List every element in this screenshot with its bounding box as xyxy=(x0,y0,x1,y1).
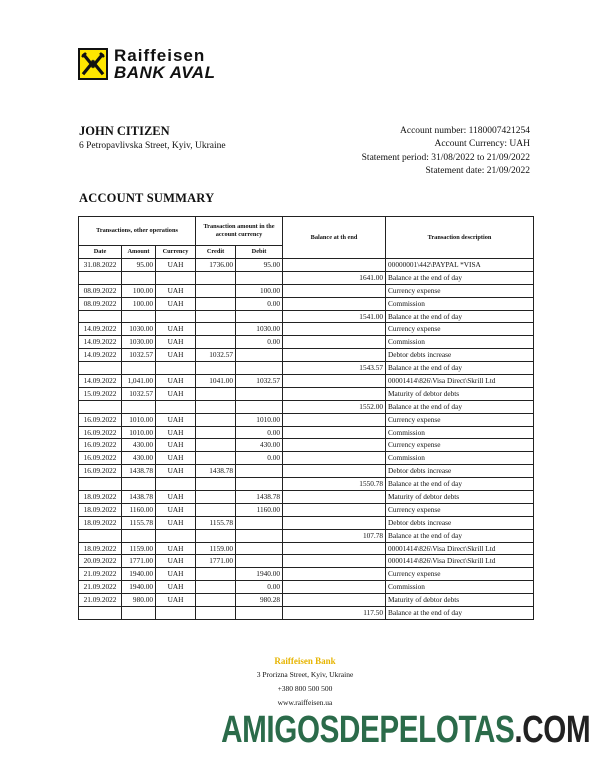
cell-balance xyxy=(283,491,386,504)
cell-amount: 1032.57 xyxy=(122,387,156,400)
cell-amount xyxy=(122,310,156,323)
cell-credit xyxy=(196,297,236,310)
cell-currency: UAH xyxy=(156,323,196,336)
header-debit: Debit xyxy=(236,246,283,259)
cell-date: 15.09.2022 xyxy=(79,387,122,400)
cell-date xyxy=(79,607,122,620)
cell-description: Maturity of debtor debts xyxy=(386,594,534,607)
cell-balance xyxy=(283,542,386,555)
table-row xyxy=(79,284,534,297)
cell-description: Balance at the end of day xyxy=(386,400,534,413)
cell-amount: 95.00 xyxy=(122,259,156,272)
cell-debit xyxy=(236,271,283,284)
account-number: Account number: 1180007421254 xyxy=(400,126,530,136)
cell-currency: UAH xyxy=(156,349,196,362)
cell-debit: 1032.57 xyxy=(236,375,283,388)
cell-credit xyxy=(196,323,236,336)
cell-date: 18.09.2022 xyxy=(79,503,122,516)
cell-balance xyxy=(283,452,386,465)
cell-date: 14.09.2022 xyxy=(79,336,122,349)
cell-date: 16.09.2022 xyxy=(79,439,122,452)
cell-balance xyxy=(283,516,386,529)
cell-amount: 1,041.00 xyxy=(122,375,156,388)
cell-balance xyxy=(283,284,386,297)
cell-description: Balance at the end of day xyxy=(386,607,534,620)
client-name: JOHN CITIZEN xyxy=(79,124,170,138)
cell-credit xyxy=(196,271,236,284)
cell-description: Currency expense xyxy=(386,323,534,336)
client-block xyxy=(79,124,226,151)
footer-website: www.raiffeisen.ua xyxy=(277,698,333,707)
cell-credit xyxy=(196,336,236,349)
table-row xyxy=(79,568,534,581)
section-title: ACCOUNT SUMMARY xyxy=(79,191,215,205)
cell-credit xyxy=(196,594,236,607)
cell-date: 16.09.2022 xyxy=(79,465,122,478)
cell-balance xyxy=(283,323,386,336)
cell-currency: UAH xyxy=(156,439,196,452)
header-balance: Balance at th end xyxy=(283,217,386,259)
cell-description: Commission xyxy=(386,426,534,439)
cell-date: 21.09.2022 xyxy=(79,581,122,594)
cell-date: 31.08.2022 xyxy=(79,259,122,272)
cell-debit: 0.00 xyxy=(236,426,283,439)
cell-credit xyxy=(196,581,236,594)
cell-currency xyxy=(156,400,196,413)
cell-debit xyxy=(236,310,283,323)
cell-credit xyxy=(196,503,236,516)
cell-amount: 1771.00 xyxy=(122,555,156,568)
cell-currency xyxy=(156,607,196,620)
table-row xyxy=(79,336,534,349)
table-row xyxy=(79,426,534,439)
cell-credit xyxy=(196,387,236,400)
table-row xyxy=(79,297,534,310)
header-amount: Amount xyxy=(122,246,156,259)
bank-logo xyxy=(78,47,215,81)
cell-currency: UAH xyxy=(156,413,196,426)
cell-currency: UAH xyxy=(156,568,196,581)
cell-credit xyxy=(196,400,236,413)
statement-date: Statement date: 21/09/2022 xyxy=(425,165,530,176)
cell-currency: UAH xyxy=(156,491,196,504)
table-row xyxy=(79,607,534,620)
table-row xyxy=(79,375,534,388)
cell-date: 18.09.2022 xyxy=(79,491,122,504)
account-info xyxy=(362,125,530,178)
cell-debit xyxy=(236,349,283,362)
cell-date: 08.09.2022 xyxy=(79,284,122,297)
cell-currency: UAH xyxy=(156,594,196,607)
cell-debit: 1030.00 xyxy=(236,323,283,336)
cell-currency xyxy=(156,362,196,375)
cell-amount: 1010.00 xyxy=(122,426,156,439)
cell-date: 14.09.2022 xyxy=(79,323,122,336)
cell-balance xyxy=(283,349,386,362)
cell-date xyxy=(79,478,122,491)
cell-balance xyxy=(283,387,386,400)
cell-balance xyxy=(283,465,386,478)
cell-date: 14.09.2022 xyxy=(79,349,122,362)
logo-line-2: BANK AVAL xyxy=(114,63,216,82)
cell-debit xyxy=(236,555,283,568)
cell-credit: 1032.57 xyxy=(196,349,236,362)
cell-credit: 1041.00 xyxy=(196,375,236,388)
cell-credit xyxy=(196,284,236,297)
header-date: Date xyxy=(79,246,122,259)
table-row xyxy=(79,529,534,542)
cell-debit: 1160.00 xyxy=(236,503,283,516)
cell-date: 16.09.2022 xyxy=(79,452,122,465)
cell-balance xyxy=(283,594,386,607)
table-row xyxy=(79,387,534,400)
cell-debit: 1940.00 xyxy=(236,568,283,581)
cell-currency: UAH xyxy=(156,284,196,297)
cell-amount: 1159.00 xyxy=(122,542,156,555)
cell-credit: 1438.78 xyxy=(196,465,236,478)
cell-amount: 430.00 xyxy=(122,439,156,452)
table-row xyxy=(79,465,534,478)
cell-currency: UAH xyxy=(156,452,196,465)
logo-wordmark xyxy=(114,47,215,81)
cell-date: 18.09.2022 xyxy=(79,542,122,555)
table-row xyxy=(79,581,534,594)
cell-balance: 1550.78 xyxy=(283,478,386,491)
cell-balance: 107.78 xyxy=(283,529,386,542)
cell-balance xyxy=(283,568,386,581)
header-description: Transaction description xyxy=(386,217,534,259)
table-row xyxy=(79,555,534,568)
cell-description: Currency expense xyxy=(386,568,534,581)
table-row xyxy=(79,413,534,426)
table-row xyxy=(79,271,534,284)
table-row xyxy=(79,542,534,555)
header-credit: Credit xyxy=(196,246,236,259)
cell-amount: 1032.57 xyxy=(122,349,156,362)
client-address: 6 Petropavlivska Street, Kyiv, Ukraine xyxy=(79,141,226,151)
table-row xyxy=(79,362,534,375)
cell-date: 20.09.2022 xyxy=(79,555,122,568)
cell-description: Commission xyxy=(386,452,534,465)
cell-description: Currency expense xyxy=(386,439,534,452)
cell-currency: UAH xyxy=(156,387,196,400)
cell-amount: 1160.00 xyxy=(122,503,156,516)
cell-debit: 430.00 xyxy=(236,439,283,452)
cell-description: Balance at the end of day xyxy=(386,362,534,375)
cell-amount: 1438.78 xyxy=(122,465,156,478)
cell-balance xyxy=(283,413,386,426)
cell-description: Commission xyxy=(386,336,534,349)
cell-debit xyxy=(236,529,283,542)
cell-currency: UAH xyxy=(156,465,196,478)
cell-credit xyxy=(196,413,236,426)
cell-currency: UAH xyxy=(156,503,196,516)
cell-credit xyxy=(196,452,236,465)
cell-debit xyxy=(236,362,283,375)
statement-rows xyxy=(79,259,534,620)
cell-currency: UAH xyxy=(156,336,196,349)
cell-currency: UAH xyxy=(156,426,196,439)
table-row xyxy=(79,439,534,452)
table-row xyxy=(79,259,534,272)
cell-balance: 1552.00 xyxy=(283,400,386,413)
table-row xyxy=(79,400,534,413)
cell-credit xyxy=(196,491,236,504)
cell-debit xyxy=(236,400,283,413)
cell-debit xyxy=(236,607,283,620)
cell-description: 00001414\826\Visa Direct\Skrill Ltd xyxy=(386,375,534,388)
cell-currency: UAH xyxy=(156,259,196,272)
cell-description: Maturity of debtor debts xyxy=(386,491,534,504)
cell-description: Debtor debts increase xyxy=(386,349,534,362)
cell-date xyxy=(79,400,122,413)
header-transactions: Transactions, other operations xyxy=(79,217,196,246)
cell-credit: 1159.00 xyxy=(196,542,236,555)
table-row xyxy=(79,349,534,362)
account-currency: Account Currency: UAH xyxy=(434,139,530,150)
cell-debit: 95.00 xyxy=(236,259,283,272)
cell-amount: 980.00 xyxy=(122,594,156,607)
footer-bank-name: Raiffeisen Bank xyxy=(274,656,336,666)
cell-description: Balance at the end of day xyxy=(386,271,534,284)
cell-credit xyxy=(196,439,236,452)
cell-description: Debtor debts increase xyxy=(386,516,534,529)
table-row xyxy=(79,452,534,465)
table-row xyxy=(79,503,534,516)
cell-amount: 100.00 xyxy=(122,297,156,310)
header-amount-in-currency: Transaction amount in the account currency xyxy=(196,217,283,246)
cell-amount xyxy=(122,400,156,413)
watermark-name: AMIGOSDEPELOTAS xyxy=(220,709,515,751)
cell-description: Maturity of debtor debts xyxy=(386,387,534,400)
cell-amount: 1030.00 xyxy=(122,323,156,336)
cell-amount: 430.00 xyxy=(122,452,156,465)
footer xyxy=(0,654,610,710)
cell-balance xyxy=(283,439,386,452)
cell-amount: 100.00 xyxy=(122,284,156,297)
cell-description: 00001414\826\Visa Direct\Skrill Ltd xyxy=(386,542,534,555)
cell-description: Balance at the end of day xyxy=(386,478,534,491)
cell-balance: 1641.00 xyxy=(283,271,386,284)
cell-amount: 1940.00 xyxy=(122,581,156,594)
cell-debit xyxy=(236,478,283,491)
cell-description: Currency expense xyxy=(386,284,534,297)
cell-debit xyxy=(236,387,283,400)
cell-description: Debtor debts increase xyxy=(386,465,534,478)
table-row xyxy=(79,310,534,323)
cell-balance: 1541.00 xyxy=(283,310,386,323)
cell-debit: 100.00 xyxy=(236,284,283,297)
cell-debit xyxy=(236,542,283,555)
cell-amount xyxy=(122,478,156,491)
cell-date xyxy=(79,271,122,284)
cell-date: 08.09.2022 xyxy=(79,297,122,310)
cell-balance xyxy=(283,375,386,388)
cell-balance: 117.50 xyxy=(283,607,386,620)
table-row xyxy=(79,491,534,504)
cell-date: 21.09.2022 xyxy=(79,594,122,607)
cell-credit: 1155.78 xyxy=(196,516,236,529)
footer-address: 3 Prorizna Street, Kyiv, Ukraine xyxy=(256,670,354,679)
cell-debit: 1438.78 xyxy=(236,491,283,504)
cell-credit xyxy=(196,529,236,542)
cell-credit: 1736.00 xyxy=(196,259,236,272)
cell-date xyxy=(79,529,122,542)
cell-date: 18.09.2022 xyxy=(79,516,122,529)
cell-debit xyxy=(236,516,283,529)
footer-phone: +380 800 500 500 xyxy=(277,684,333,693)
cell-date xyxy=(79,362,122,375)
table-row xyxy=(79,594,534,607)
cell-balance xyxy=(283,297,386,310)
cell-balance xyxy=(283,259,386,272)
cell-description: Commission xyxy=(386,297,534,310)
cell-currency xyxy=(156,478,196,491)
table-row xyxy=(79,516,534,529)
cell-description: 00001414\826\Visa Direct\Skrill Ltd xyxy=(386,555,534,568)
cell-credit xyxy=(196,362,236,375)
cell-debit: 0.00 xyxy=(236,336,283,349)
cell-amount xyxy=(122,271,156,284)
cell-balance xyxy=(283,503,386,516)
cell-currency xyxy=(156,271,196,284)
cell-credit xyxy=(196,568,236,581)
cell-amount: 1438.78 xyxy=(122,491,156,504)
cell-currency: UAH xyxy=(156,581,196,594)
cell-amount: 1940.00 xyxy=(122,568,156,581)
cell-credit xyxy=(196,426,236,439)
cell-debit: 0.00 xyxy=(236,581,283,594)
cell-currency: UAH xyxy=(156,375,196,388)
statement-table xyxy=(78,216,534,620)
watermark xyxy=(221,711,590,749)
watermark-domain: .COM xyxy=(514,709,590,751)
cell-debit: 0.00 xyxy=(236,297,283,310)
cell-credit xyxy=(196,478,236,491)
cell-currency: UAH xyxy=(156,555,196,568)
cell-description: Currency expense xyxy=(386,413,534,426)
cell-amount: 1155.78 xyxy=(122,516,156,529)
cell-debit xyxy=(236,465,283,478)
logo-line-1: Raiffeisen xyxy=(114,46,206,65)
cell-description: Commission xyxy=(386,581,534,594)
cell-currency xyxy=(156,310,196,323)
table-row xyxy=(79,478,534,491)
cell-description: Balance at the end of day xyxy=(386,310,534,323)
cell-debit: 0.00 xyxy=(236,452,283,465)
cell-balance xyxy=(283,336,386,349)
cell-debit: 1010.00 xyxy=(236,413,283,426)
cell-balance xyxy=(283,426,386,439)
cell-date: 21.09.2022 xyxy=(79,568,122,581)
cell-date: 16.09.2022 xyxy=(79,413,122,426)
cell-currency: UAH xyxy=(156,542,196,555)
cell-balance: 1543.57 xyxy=(283,362,386,375)
cell-amount: 1030.00 xyxy=(122,336,156,349)
cell-credit: 1771.00 xyxy=(196,555,236,568)
cell-balance xyxy=(283,581,386,594)
raiffeisen-gable-icon xyxy=(78,48,108,80)
statement-period: Statement period: 31/08/2022 to 21/09/2022 xyxy=(361,152,530,163)
cell-credit xyxy=(196,310,236,323)
cell-amount xyxy=(122,607,156,620)
cell-currency xyxy=(156,529,196,542)
cell-amount: 1010.00 xyxy=(122,413,156,426)
cell-date xyxy=(79,310,122,323)
cell-balance xyxy=(283,555,386,568)
table-row xyxy=(79,323,534,336)
cell-amount xyxy=(122,362,156,375)
header-currency: Currency xyxy=(156,246,196,259)
cell-credit xyxy=(196,607,236,620)
cell-date: 14.09.2022 xyxy=(79,375,122,388)
cell-description: 00000001\442\PAYPAL *VISA xyxy=(386,259,534,272)
cell-currency: UAH xyxy=(156,516,196,529)
cell-description: Currency expense xyxy=(386,503,534,516)
cell-debit: 980.28 xyxy=(236,594,283,607)
cell-currency: UAH xyxy=(156,297,196,310)
cell-amount xyxy=(122,529,156,542)
cell-date: 16.09.2022 xyxy=(79,426,122,439)
cell-description: Balance at the end of day xyxy=(386,529,534,542)
